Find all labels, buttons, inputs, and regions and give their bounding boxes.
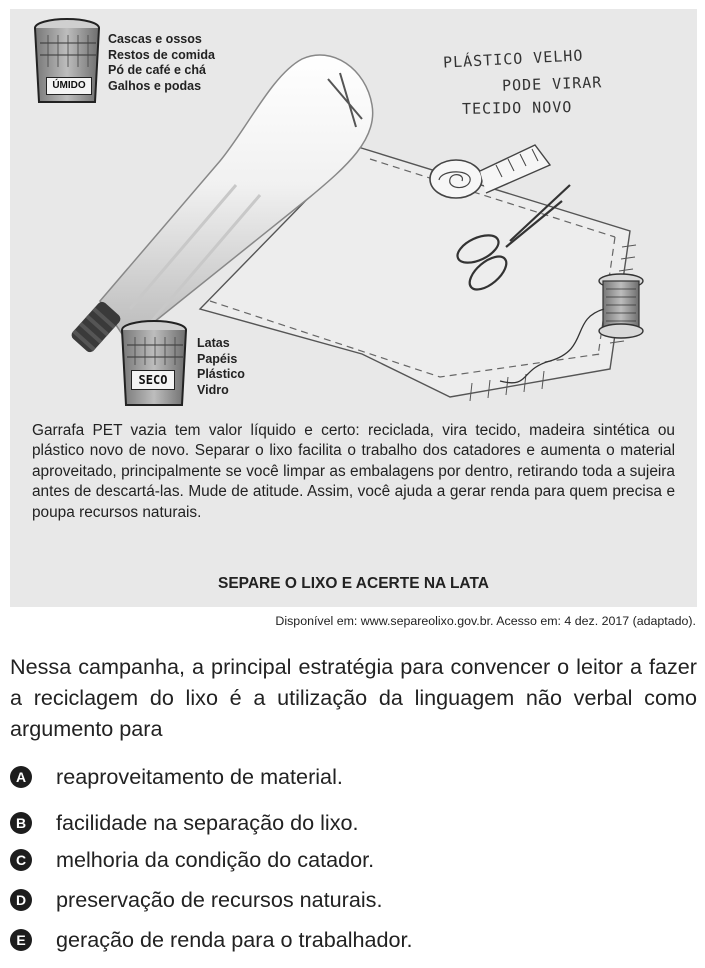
handwritten-note-line: TECIDO NOVO xyxy=(461,98,573,118)
option-d[interactable] xyxy=(10,885,382,915)
wet-bin-items xyxy=(108,32,215,94)
option-text: melhoria da condição do catador. xyxy=(56,847,375,872)
option-e[interactable] xyxy=(10,925,413,955)
dry-bin-illustration xyxy=(122,321,186,405)
option-text: geração de renda para o trabalhador. xyxy=(56,927,413,952)
option-letter-badge: B xyxy=(10,812,32,834)
option-b[interactable] xyxy=(10,808,359,838)
list-item: Papéis xyxy=(197,351,238,366)
list-item: Latas xyxy=(197,336,230,350)
list-item: Pó de café e chá xyxy=(108,63,206,77)
list-item: Restos de comida xyxy=(108,47,215,62)
ad-slogan: SEPARE O LIXO E ACERTE NA LATA xyxy=(218,575,489,592)
option-letter-badge: E xyxy=(10,929,32,951)
ad-body-text: Garrafa PET vazia tem valor líquido e certo: reciclada, vira tecido, madeira sintética ou plástico novo de novo. Separar o lixo facilita o trabalho dos catadores e aumenta o material aproveitado, principalmente se você limpar as embalagens por dentro, retirando toda a sujeira antes de descartá-las. Mude de atitude. Assim, você ajuda a gerar renda para quem precisa e poupa recursos naturais. xyxy=(32,422,675,521)
source-citation: Disponível em: www.separeolixo.gov.br. Acesso em: 4 dez. 2017 (adaptado). xyxy=(275,614,696,628)
option-letter-badge: C xyxy=(10,849,32,871)
list-item: Vidro xyxy=(197,382,229,397)
option-text: facilidade na separação do lixo. xyxy=(56,810,359,835)
list-item: Galhos e podas xyxy=(108,78,202,93)
dry-bin-label: SECO xyxy=(131,370,175,390)
list-item: Plástico xyxy=(197,367,245,381)
option-c[interactable] xyxy=(10,845,374,875)
wet-bin-label: ÚMIDO xyxy=(46,77,92,95)
option-text: preservação de recursos naturais. xyxy=(56,887,383,912)
tape-measure-illustration xyxy=(430,145,550,198)
handwritten-note-line: PODE VIRAR xyxy=(501,73,603,95)
question-text: Nessa campanha, a principal estratégia para convencer o leitor a fazer a reciclagem do lixo é a utilização da linguagem não verbal como argumento para xyxy=(10,654,697,741)
handwritten-note-line: PLÁSTICO VELHO xyxy=(442,46,584,72)
option-letter-badge: D xyxy=(10,889,32,911)
option-a[interactable] xyxy=(10,762,343,792)
list-item: Cascas e ossos xyxy=(108,32,202,46)
dry-bin-items xyxy=(197,336,245,398)
option-letter-badge: A xyxy=(10,766,32,788)
campaign-ad xyxy=(10,9,697,607)
option-text: reaproveitamento de material. xyxy=(56,764,343,789)
